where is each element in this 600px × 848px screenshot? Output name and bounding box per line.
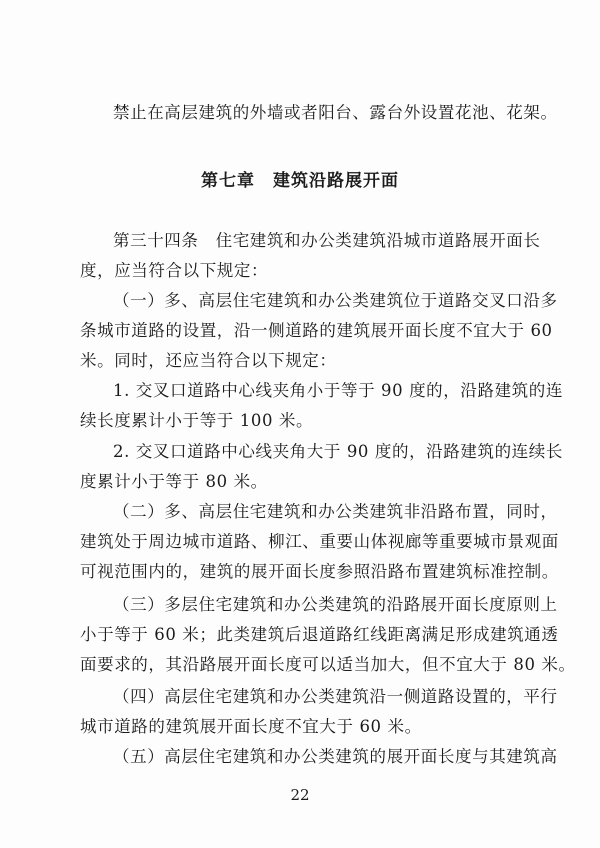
chapter-title: 第七章 建筑沿路展开面 (201, 171, 399, 191)
clause-4-line-1: （四）高层住宅建筑和办公类建筑沿一侧道路设置的，平行 (113, 687, 558, 706)
clause-1-line-2: 条城市道路的设置，沿一侧道路的建筑展开面长度不宜大于 60 (80, 321, 553, 340)
clause-5-line-1: （五）高层住宅建筑和办公类建筑的展开面长度与其建筑高 (113, 747, 558, 766)
article-34-line-2: 度，应当符合以下规定： (80, 261, 269, 280)
clause-2-line-2: 建筑处于周边城市道路、柳江、重要山体视廊等重要城市景观面 (80, 532, 559, 551)
article-34-line-1: 第三十四条 住宅建筑和办公类建筑沿城市道路展开面长 (113, 231, 541, 250)
page-number: 22 (290, 786, 310, 804)
clause-3-line-1: （三）多层住宅建筑和办公类建筑的沿路展开面长度原则上 (113, 595, 558, 614)
clause-4-line-2: 城市道路的建筑展开面长度不宜大于 60 米。 (80, 717, 422, 736)
item-2-line-2: 度累计小于等于 80 米。 (80, 472, 268, 491)
item-1-line-1: 1. 交叉口道路中心线夹角小于等于 90 度的，沿路建筑的连 (113, 381, 563, 400)
clause-2-line-3: 可视范围内的，建筑的展开面长度参照沿路布置建筑标准控制。 (80, 562, 559, 581)
clause-3-line-2: 小于等于 60 米；此类建筑后退道路红线距离满足形成建筑通透 (80, 625, 559, 644)
clause-2-line-1: （二）多、高层住宅建筑和办公类建筑非沿路布置，同时， (113, 502, 558, 521)
clause-3-line-3: 面要求的，其沿路展开面长度可以适当加大，但不宜大于 80 米。 (80, 655, 576, 674)
paragraph-line-top: 禁止在高层建筑的外墙或者阳台、露台外设置花池、花架。 (113, 103, 558, 122)
item-2-line-1: 2. 交叉口道路中心线夹角大于 90 度的，沿路建筑的连续长 (113, 442, 563, 461)
clause-1-line-1: （一）多、高层住宅建筑和办公类建筑位于道路交叉口沿多 (113, 291, 558, 310)
item-1-line-2: 续长度累计小于等于 100 米。 (80, 411, 314, 430)
clause-1-line-3: 米。同时，还应当符合以下规定： (80, 351, 337, 370)
